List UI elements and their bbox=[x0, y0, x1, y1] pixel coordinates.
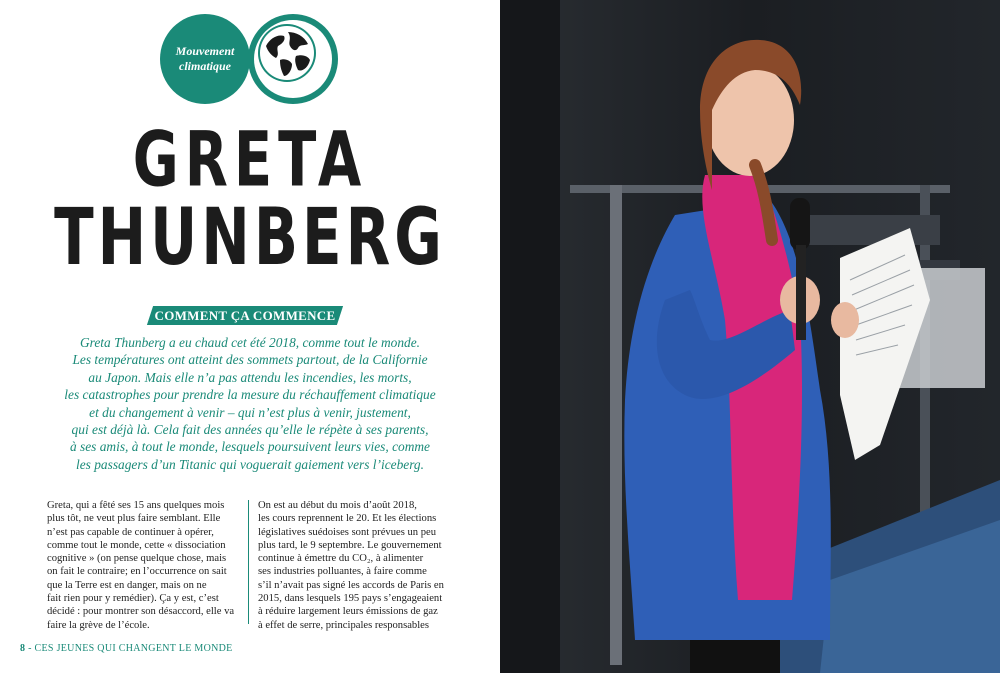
intro-line: Greta Thunberg a eu chaud cet été 2018, comme tout le monde. bbox=[79, 335, 420, 350]
intro-line: Les températures ont atteint des sommets partout, de la Californie bbox=[72, 352, 428, 368]
badge-label-circle bbox=[160, 14, 250, 104]
badge-label bbox=[170, 44, 240, 74]
speaker-photo bbox=[500, 0, 1000, 673]
globe-icon bbox=[258, 24, 316, 82]
body-line: plus tôt, ne veut plus faire semblant. Elle bbox=[47, 513, 221, 525]
body-line: 2015, dans lesquels 195 pays s’engageaient bbox=[258, 593, 443, 605]
title-line2: THUNBERG bbox=[54, 191, 446, 283]
intro-line: qui est déjà là. Cela fait des années qu’elle le répète à ses parents, bbox=[71, 422, 429, 438]
intro-line: les catastrophes pour prendre la mesure du réchauffement climatique bbox=[64, 387, 436, 403]
body-line: que la Terre est en danger, mais on ne bbox=[47, 579, 207, 591]
body-line: à effet de serre, principales responsables bbox=[258, 619, 429, 631]
body-line: décidé : pour montrer son désaccord, elle va bbox=[47, 606, 235, 618]
intro-line: à ses amis, à tout le monde, lesquels poursuivent leurs vies, comme bbox=[69, 439, 430, 455]
intro-line: au Japon. Mais elle n’a pas attendu les incendies, les morts, bbox=[88, 369, 412, 385]
intro-line: les passagers d’un Titanic qui voguerait gaiement vers l’iceberg. bbox=[76, 456, 424, 472]
body-column-1 bbox=[47, 499, 239, 632]
body-line: n’est pas capable de continuer à opérer, bbox=[47, 526, 214, 538]
section-banner: COMMENT ÇA COMMENCE bbox=[154, 308, 336, 323]
badge-icon-circle bbox=[248, 14, 338, 104]
body-line: Greta, qui a fêté ses 15 ans quelques mois bbox=[47, 500, 225, 511]
page-footer bbox=[20, 643, 233, 654]
body-line: on fait le contraire; en l’occurrence on sait bbox=[47, 566, 227, 578]
page-number: 8 bbox=[20, 643, 26, 654]
footer-separator: - bbox=[25, 643, 35, 654]
badge-label-line1: Mouvement bbox=[175, 44, 235, 58]
body-line: ses industries polluantes, à faire comme bbox=[258, 566, 427, 578]
body-line: plus tard, le 9 septembre. Le gouvernement bbox=[258, 539, 442, 551]
body-line: à réduire largement leurs émissions de gaz bbox=[258, 606, 438, 618]
body-line: législatives suédoises sont prévues un peu bbox=[258, 526, 437, 538]
body-line: On est au début du mois d’août 2018, bbox=[258, 500, 417, 511]
body-line: faire la grève de l’école. bbox=[47, 619, 150, 631]
photo-page bbox=[500, 0, 1000, 673]
body-line: continue à émettre du CO₂, à alimenter bbox=[258, 553, 424, 565]
column-divider bbox=[248, 500, 249, 624]
body-line: comme tout le monde, cette « dissociation bbox=[47, 539, 226, 551]
intro-line: et du changement à venir – qui n’est plus à venir, justement, bbox=[89, 404, 411, 420]
intro-paragraph bbox=[40, 334, 460, 473]
book-title: CES JEUNES QUI CHANGENT LE MONDE bbox=[34, 643, 233, 654]
body-column-2 bbox=[258, 499, 463, 632]
body-line: les cours reprennent le 20. Et les élections bbox=[258, 513, 437, 525]
title-line1: GRETA bbox=[132, 116, 368, 205]
body-line: fait rien pour y remédier). Ça y est, c’est bbox=[47, 593, 219, 605]
topic-badge bbox=[160, 14, 340, 106]
badge-label-line2: climatique bbox=[179, 59, 231, 73]
body-line: s’il n’avait pas signé les accords de Paris en bbox=[258, 579, 444, 591]
body-line: cognitive » (on pense quelque chose, mais bbox=[47, 553, 227, 565]
